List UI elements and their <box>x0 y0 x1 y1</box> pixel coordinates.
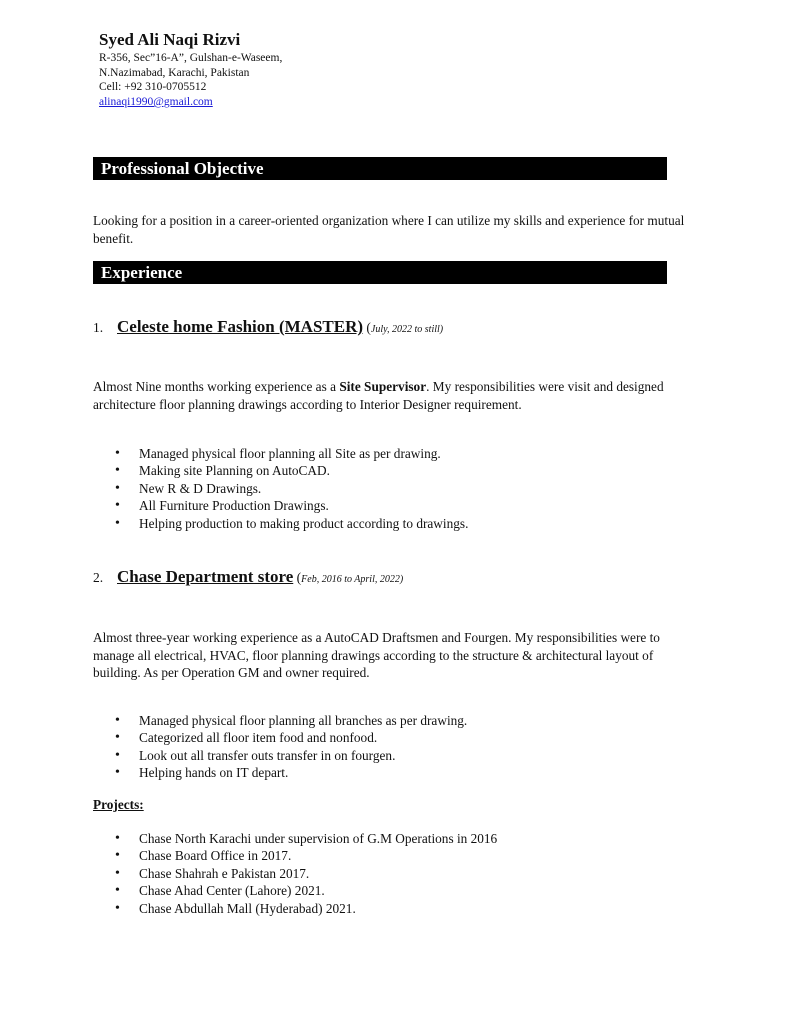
job-summary-2: Almost three-year working experience as a AutoCAD Draftsmen and Fourgen. My responsibilities were to manage all electrical, HVAC, floor planning drawings according to the structure & architectural layout of building. As per Operation GM and owner required. <box>93 630 660 680</box>
list-item: • Helping production to making product according to drawings. <box>93 515 468 532</box>
list-item: • Categorized all floor item food and nonfood. <box>93 729 467 746</box>
applicant-name: Syed Ali Naqi Rizvi <box>99 30 241 49</box>
job-title-2 <box>93 567 403 587</box>
job-title-1 <box>93 317 443 337</box>
list-item: • Chase Board Office in 2017. <box>93 847 497 864</box>
list-item: • Chase Shahrah e Pakistan 2017. <box>93 865 497 882</box>
list-item: • Chase Abdullah Mall (Hyderabad) 2021. <box>93 900 497 917</box>
list-item: • Managed physical floor planning all branches as per drawing. <box>93 712 467 729</box>
job-1-responsibilities <box>93 445 468 532</box>
job-dates: Feb, 2016 to April, 2022) <box>301 574 404 585</box>
projects-list <box>93 830 497 917</box>
section-heading-experience: Experience <box>93 261 667 284</box>
section-heading-objective: Professional Objective <box>93 157 667 180</box>
list-item: • Managed physical floor planning all Site as per drawing. <box>93 445 468 462</box>
list-item: • All Furniture Production Drawings. <box>93 497 468 514</box>
job-number: 1. <box>93 320 104 335</box>
company-name: Chase Department store <box>117 567 294 586</box>
summary-role: Site Supervisor <box>339 379 427 394</box>
summary-text: . My responsibilities were visit and designed architecture floor planning drawings according to Interior Designer requirement. <box>93 379 664 412</box>
address-line-1: R-356, Sec”16-A”, Gulshan-e-Waseem, <box>99 52 283 64</box>
address-line-2: N.Nazimabad, Karachi, Pakistan <box>99 67 250 79</box>
cell-number: Cell: +92 310-0705512 <box>99 81 207 93</box>
list-item: • Helping hands on IT depart. <box>93 764 467 781</box>
list-item: • New R & D Drawings. <box>93 480 468 497</box>
job-2-responsibilities <box>93 712 467 782</box>
paren: ( <box>293 570 302 585</box>
job-dates: July, 2022 to still) <box>370 324 444 335</box>
company-name: Celeste home Fashion (MASTER) <box>117 317 364 336</box>
summary-text: Almost Nine months working experience as a <box>93 379 340 394</box>
list-item: • Look out all transfer outs transfer in on fourgen. <box>93 747 467 764</box>
paren: ( <box>363 320 371 335</box>
objective-text: Looking for a position in a career-oriented organization where I can utilize my skills and experience for mutual benefit. <box>93 213 685 246</box>
list-item: • Chase North Karachi under supervision of G.M Operations in 2016 <box>93 830 497 847</box>
email-link[interactable]: alinaqi1990@gmail.com <box>99 96 213 108</box>
job-number: 2. <box>93 570 104 585</box>
list-item: • Making site Planning on AutoCAD. <box>93 462 468 479</box>
job-summary-1 <box>93 378 703 413</box>
projects-heading: Projects: <box>93 797 144 812</box>
list-item: • Chase Ahad Center (Lahore) 2021. <box>93 882 497 899</box>
